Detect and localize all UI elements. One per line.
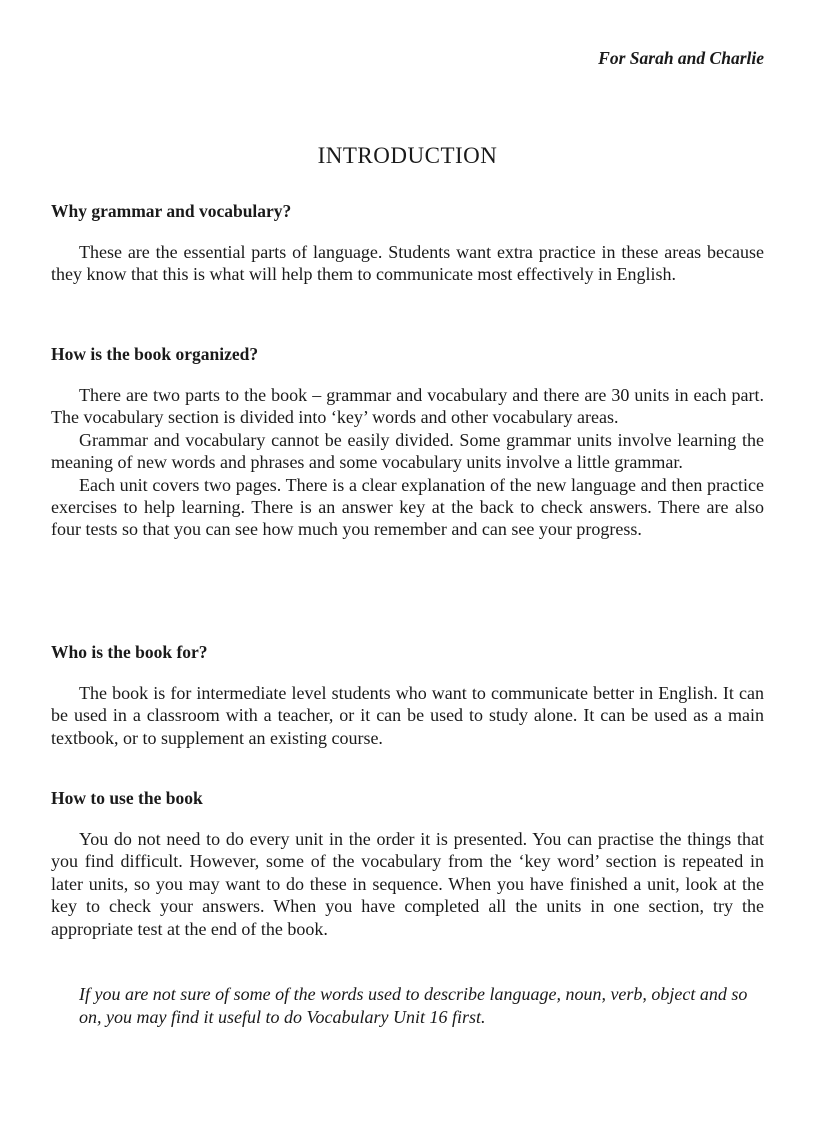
section-paragraph: You do not need to do every unit in the order it is presented. You can practise the things that you find difficult. However, some of the vocabulary from the ‘key word’ section is repeated in later units, so you may want to do these in sequence. When you have finished a unit, look at the key to check your answers. When you have completed all the units in one section, try the appropriate test at the end of the book. [51, 829, 764, 939]
section-book-organization [51, 343, 764, 541]
section-paragraph: The book is for intermediate level students who want to communicate better in English. It can be used in a classroom with a teacher, or it can be used to study alone. It can be used as a main textbook, or to supplement an existing course. [51, 683, 764, 748]
section-how-to-use [51, 787, 764, 940]
section-paragraph: There are two parts to the book – grammar and vocabulary and there are 30 units in each part. The vocabulary section is divided into ‘key’ words and other vocabulary areas. [51, 385, 764, 428]
italic-note: If you are not sure of some of the words used to describe language, noun, verb, object and so on, you may find it useful to do Vocabulary Unit 16 first. [79, 984, 748, 1027]
dedication: For Sarah and Charlie [598, 48, 764, 68]
page-title: INTRODUCTION [317, 143, 498, 168]
section-paragraph: Each unit covers two pages. There is a clear explanation of the new language and then practice exercises to help learning. There is an answer key at the back to check answers. There are also four tests so that you can see how much you remember and can see your progress. [51, 474, 764, 540]
section-paragraph: These are the essential parts of language. Students want extra practice in these areas because they know that this is what will help them to communicate most effectively in English. [51, 242, 764, 285]
section-why-grammar [51, 200, 764, 286]
section-heading: Why grammar and vocabulary? [51, 201, 292, 221]
section-heading: Who is the book for? [51, 642, 208, 662]
section-heading: How is the book organized? [51, 344, 259, 364]
section-heading: How to use the book [51, 788, 203, 808]
section-audience [51, 641, 764, 749]
section-paragraph: Grammar and vocabulary cannot be easily divided. Some grammar units involve learning the meaning of new words and phrases and some vocabulary units involve a little grammar. [51, 429, 764, 473]
